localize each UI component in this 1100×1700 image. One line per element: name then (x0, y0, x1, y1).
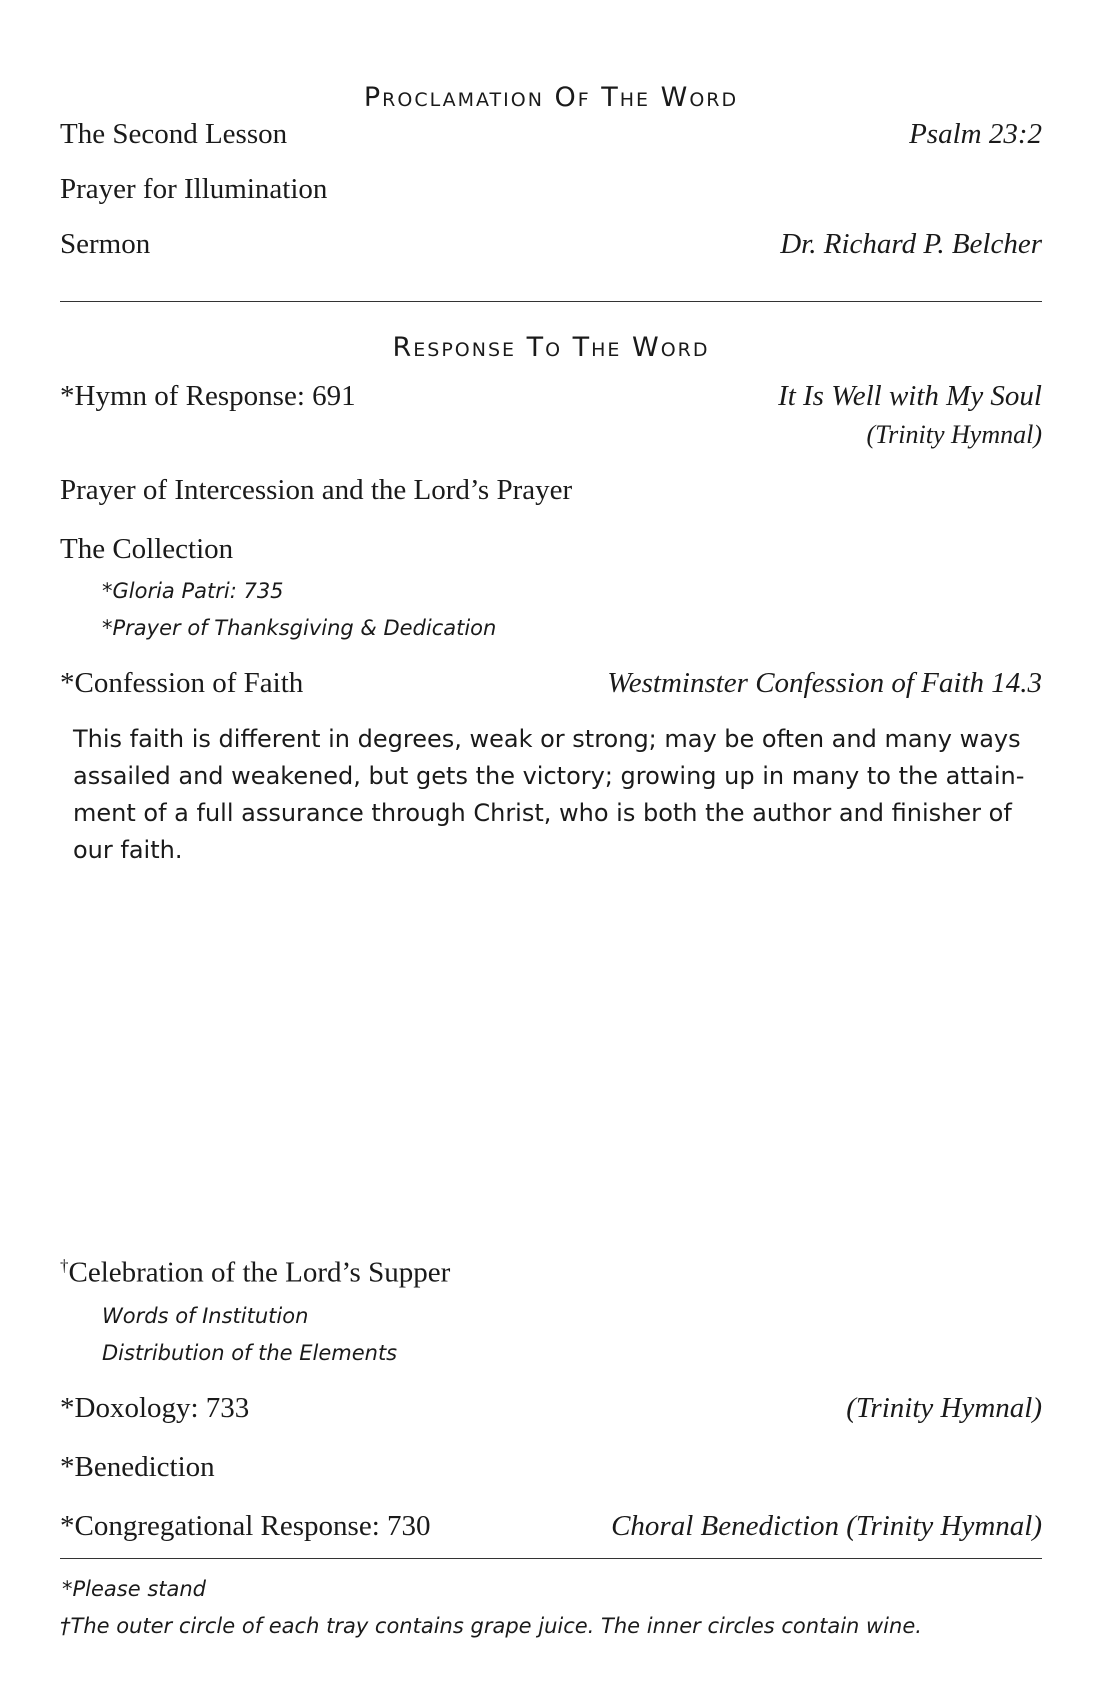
congregational-row (60, 1510, 1042, 1550)
hymn-source: (Trinity Hymnal) (866, 420, 1042, 449)
sermon-row (60, 228, 1042, 268)
supper-item: Distribution of the Elements (102, 1341, 398, 1365)
sermon-label: Sermon (60, 228, 151, 260)
confession-source: Westminster Confession of Faith 14.3 (607, 667, 1042, 699)
doxology-source: (Trinity Hymnal) (846, 1392, 1042, 1424)
confession-line: our faith. (73, 836, 183, 864)
confession-line: This faith is different in degrees, weak or strong; may be often and many ways (73, 725, 1021, 753)
illumination-label: Prayer for Illumination (60, 173, 328, 205)
section-divider (60, 301, 1042, 302)
footnote-tray: †The outer circle of each tray contains grape juice. The inner circles contain wine. (60, 1614, 922, 1638)
hymn-row (60, 380, 1042, 420)
benediction-row (60, 1451, 1042, 1491)
benediction-label: *Benediction (60, 1451, 215, 1483)
intercession-row (60, 474, 1042, 514)
confession-line: assailed and weakened, but gets the victory; growing up in many to the attain- (73, 762, 1025, 790)
collection-item: *Prayer of Thanksgiving & Dedication (102, 616, 497, 640)
response-heading: Response To The Word (392, 332, 710, 363)
sermon-preacher: Dr. Richard P. Belcher (780, 228, 1042, 260)
proclamation-heading: Proclamation Of The Word (363, 82, 739, 113)
supper-label: Celebration of the Lord’s Supper (68, 1256, 451, 1289)
illumination-row (60, 173, 1042, 213)
congregational-label: *Congregational Response: 730 (60, 1510, 431, 1542)
confession-row (60, 667, 1042, 707)
supper-row (60, 1256, 1042, 1296)
supper-item: Words of Institution (102, 1304, 309, 1328)
congregational-source: Choral Benediction (Trinity Hymnal) (611, 1510, 1042, 1542)
supper-title (60, 1256, 450, 1290)
footnote-stand: *Please stand (62, 1577, 207, 1601)
collection-label: The Collection (60, 533, 234, 565)
collection-item: *Gloria Patri: 735 (102, 579, 284, 603)
confession-text (73, 721, 1043, 869)
confession-label: *Confession of Faith (60, 667, 304, 699)
dagger-mark: † (60, 1256, 69, 1275)
second-lesson-label: The Second Lesson (60, 118, 288, 150)
intercession-label: Prayer of Intercession and the Lord’s Prayer (60, 474, 573, 506)
doxology-label: *Doxology: 733 (60, 1392, 250, 1424)
collection-row (60, 533, 1042, 573)
second-lesson-row (60, 118, 1042, 158)
confession-line: ment of a full assurance through Christ, who is both the author and finisher of (73, 799, 1012, 827)
footnote-divider (60, 1558, 1042, 1559)
second-lesson-ref: Psalm 23:2 (909, 118, 1042, 150)
doxology-row (60, 1392, 1042, 1432)
hymn-label: *Hymn of Response: 691 (60, 380, 356, 412)
hymn-title: It Is Well with My Soul (778, 380, 1042, 412)
